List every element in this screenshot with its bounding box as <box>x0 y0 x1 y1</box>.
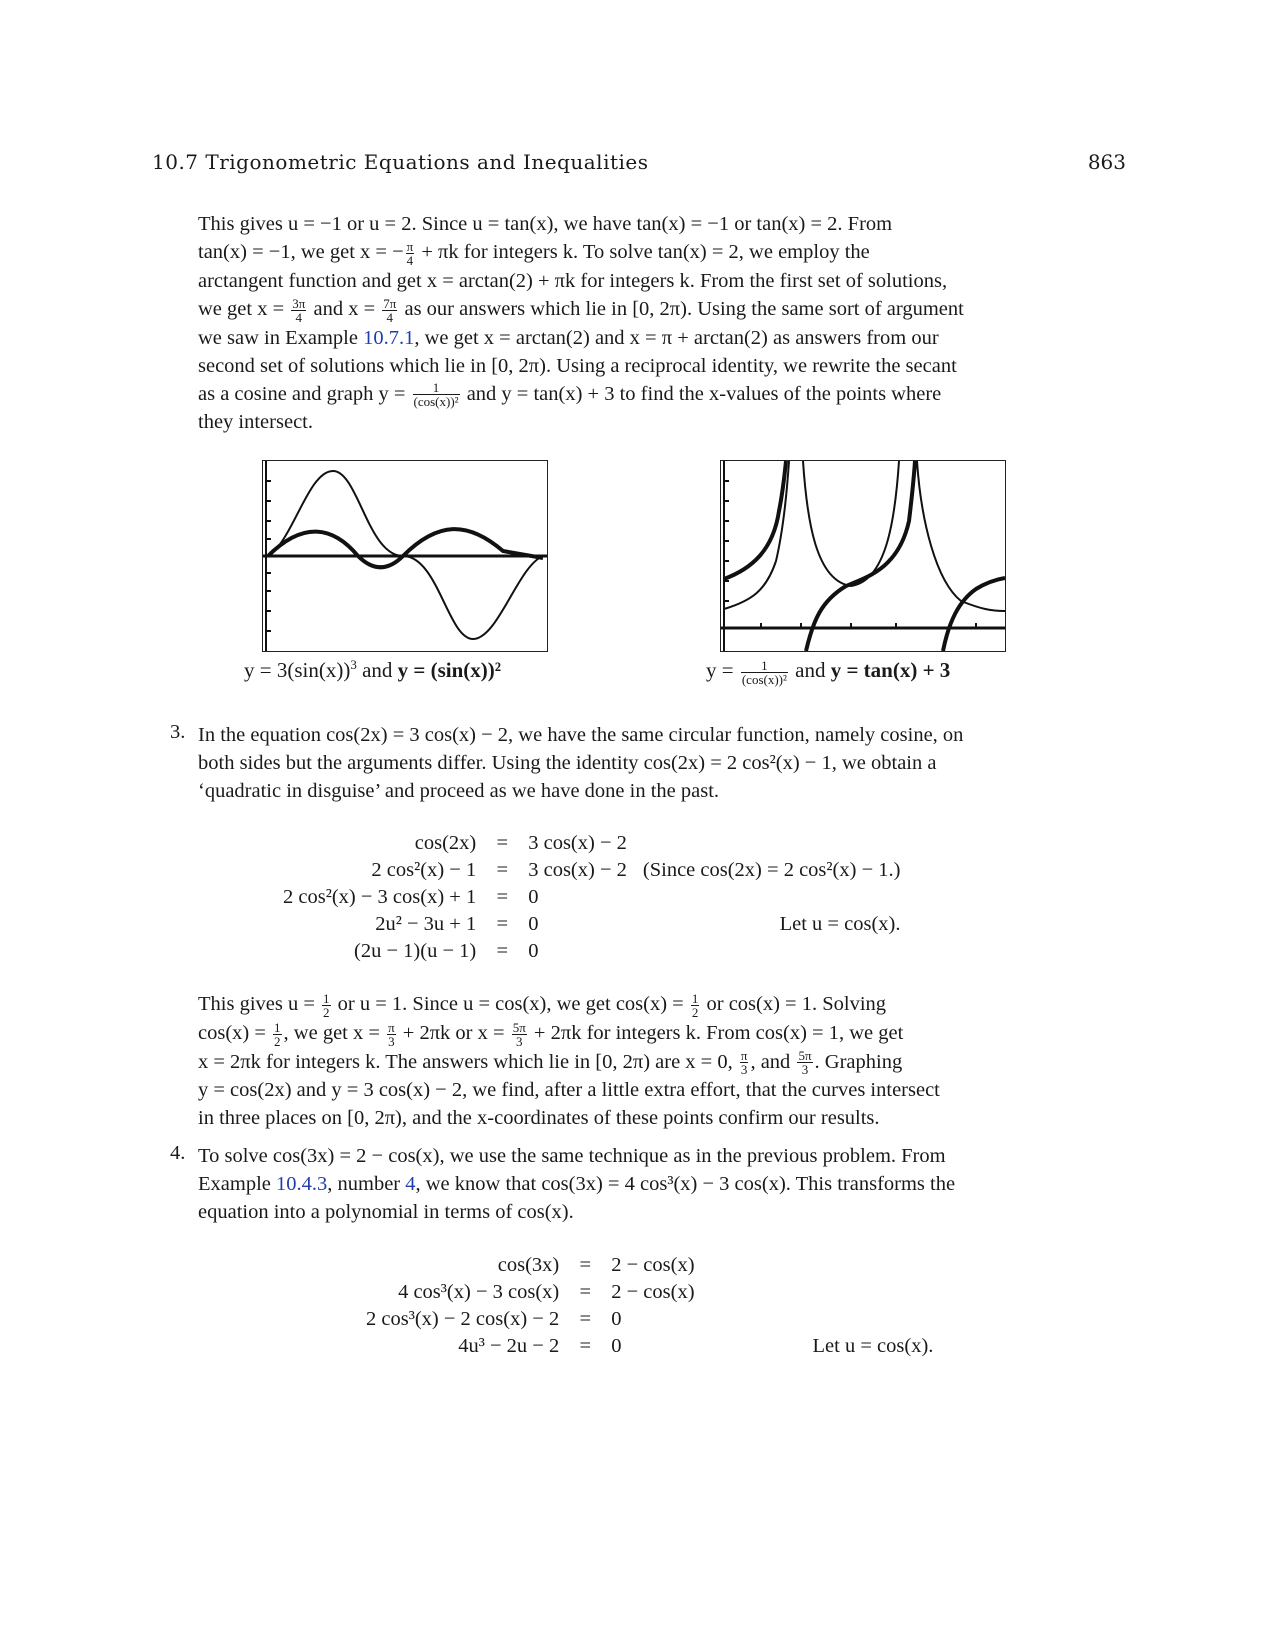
item3-solution <box>198 990 1072 1132</box>
text-line: To solve cos(3x) = 2 − cos(x), we use the same technique as in the previous problem. From <box>198 1145 946 1167</box>
text-line: we saw in Example 10.7.1, we get x = arctan(2) and x = π + arctan(2) as answers from our <box>198 326 939 349</box>
left-plot-caption: $y = 3(\sin(x))^3$ and y = (sin(x))² <box>244 657 502 682</box>
item3-intro <box>198 721 1072 805</box>
text-line: y = cos(2x) and y = 3 cos(x) − 2, we find, after a little extra effort, that the curves intersect <box>198 1079 940 1102</box>
text-line: equation into a polynomial in terms of cos(x). <box>198 1201 574 1223</box>
curve-sin-squared <box>268 529 543 567</box>
equation-row: 2 cos³(x) − 2 cos(x) − 2 = 0 <box>366 1308 622 1330</box>
fraction: $\frac{3\pi}{4}$ <box>292 295 306 325</box>
fraction: $\frac{\pi}{3}$ <box>388 1019 395 1049</box>
equation-array-item4 <box>358 1252 941 1360</box>
curve-tan-3 <box>943 578 1005 651</box>
text-line: ‘quadratic in disguise’ and proceed as we have done in the past. <box>198 780 720 802</box>
fraction: $\frac{1}{\text{(cos(x))²}}$ <box>413 380 459 410</box>
text-line: tan(x) = −1, we get x = − $\frac{\pi}{4}$ + πk for integers k. To solve tan(x) = 2, we employ the <box>198 238 870 268</box>
fraction: $\frac{5\pi}{3}$ <box>798 1048 812 1078</box>
fraction: $\frac{5\pi}{3}$ <box>512 1019 526 1049</box>
text-line: Example 10.4.3, number 4, we know that cos(3x) = 4 cos³(x) − 3 cos(x). This transforms the <box>198 1173 956 1195</box>
equation-row: cos(2x) = 3 cos(x) − 2 <box>414 832 627 854</box>
equation-row: 2 cos²(x) − 3 cos(x) + 1 = 0 <box>283 886 539 908</box>
text-line: they intersect. <box>198 411 313 434</box>
curve-sec-squared-1 <box>724 461 789 609</box>
example-link[interactable]: 10.7.1 <box>363 326 415 349</box>
plot-sin-curves <box>262 460 548 652</box>
page-number: 863 <box>1087 150 1126 174</box>
paragraph-tangent-solutions <box>198 210 1072 436</box>
fraction: $\frac{\pi}{3}$ <box>740 1048 748 1078</box>
equation-row: cos(3x) = 2 − cos(x) <box>497 1254 695 1276</box>
fraction: $\frac{1}{2}$ <box>274 1019 281 1049</box>
equation-row: 4 cos³(x) − 3 cos(x) = 2 − cos(x) <box>398 1281 695 1303</box>
section-title: 10.7 Trigonometric Equations and Inequalities <box>152 150 649 174</box>
equation-row: 4u³ − 2u − 2 = 0 Let u = cos(x). <box>458 1335 934 1357</box>
list-number-3: 3. <box>170 721 186 743</box>
text-line: x = 2πk for integers k. The answers which lie in [0, 2π) are x = 0, $\frac{\pi}{3}$ , and $\frac{5\pi}{3}$ . Graphing <box>198 1048 903 1078</box>
equation-row: 2 cos²(x) − 1 = 3 cos(x) − 2 (Since cos(2x) = 2 cos²(x) − 1.) <box>371 859 901 881</box>
fraction: $\frac{7\pi}{4}$ <box>383 295 397 325</box>
text-line: This gives u = −1 or u = 2. Since u = tan(x), we have tan(x) = −1 or tan(x) = 2. From <box>198 213 893 235</box>
text-line: arctangent function and get x = arctan(2) + πk for integers k. From the first set of solutions, <box>198 269 948 292</box>
fraction: $\frac{1}{2}$ <box>323 990 330 1020</box>
plot-sec-tan <box>720 460 1006 652</box>
equation-row: (2u − 1)(u − 1) = 0 <box>354 940 539 962</box>
right-plot-caption: y = $\frac{1}{\text{(cos(x))²}}$ and y = tan(x) + 3 <box>706 657 951 687</box>
fraction: $\frac{\pi}{4}$ <box>406 238 414 268</box>
text-line: In the equation cos(2x) = 3 cos(x) − 2, we have the same circular function, namely cosine, on <box>198 724 964 746</box>
equation-array-item3 <box>275 830 908 965</box>
list-number-4: 4. <box>170 1142 186 1164</box>
text-line: in three places on [0, 2π), and the x-coordinates of these points confirm our results. <box>198 1107 880 1130</box>
text-line: as a cosine and graph y = $\frac{1}{\text{(cos(x))²}}$ and y = tan(x) + 3 to find the x-values of the points where <box>198 380 942 410</box>
example-link[interactable]: 10.4.3 <box>276 1173 328 1195</box>
curve-sec-squared-3 <box>917 461 1005 611</box>
text-line: both sides but the arguments differ. Using the identity cos(2x) = 2 cos²(x) − 1, we obtain a <box>198 752 937 774</box>
curve-tan-2 <box>806 461 915 651</box>
text-line: second set of solutions which lie in [0, 2π). Using a reciprocal identity, we rewrite the secant <box>198 354 957 377</box>
item4-intro <box>198 1142 1072 1226</box>
text-line: This gives u = $\frac{1}{2}$ or u = 1. Since u = cos(x), we get cos(x) = $\frac{1}{2}$ or cos(x) = 1. Solving <box>198 990 887 1020</box>
fraction: $\frac{1}{\text{(cos(x))²}}$ <box>741 657 787 687</box>
number-link[interactable]: 4 <box>405 1173 416 1195</box>
text-line: cos(x) = $\frac{1}{2}$ , we get x = $\frac{\pi}{3}$ + 2πk or x = $\frac{5\pi}{3}$ + 2πk for integers k. From cos(x) = 1, we get <box>198 1019 904 1049</box>
text-line: we get x = $\frac{3\pi}{4}$ and x = $\frac{7\pi}{4}$ as our answers which lie in [0, 2π). Using the same sort of argument <box>198 295 964 325</box>
fraction: $\frac{1}{2}$ <box>691 990 699 1020</box>
equation-row: 2u² − 3u + 1 = 0 Let u = cos(x). <box>375 913 901 935</box>
